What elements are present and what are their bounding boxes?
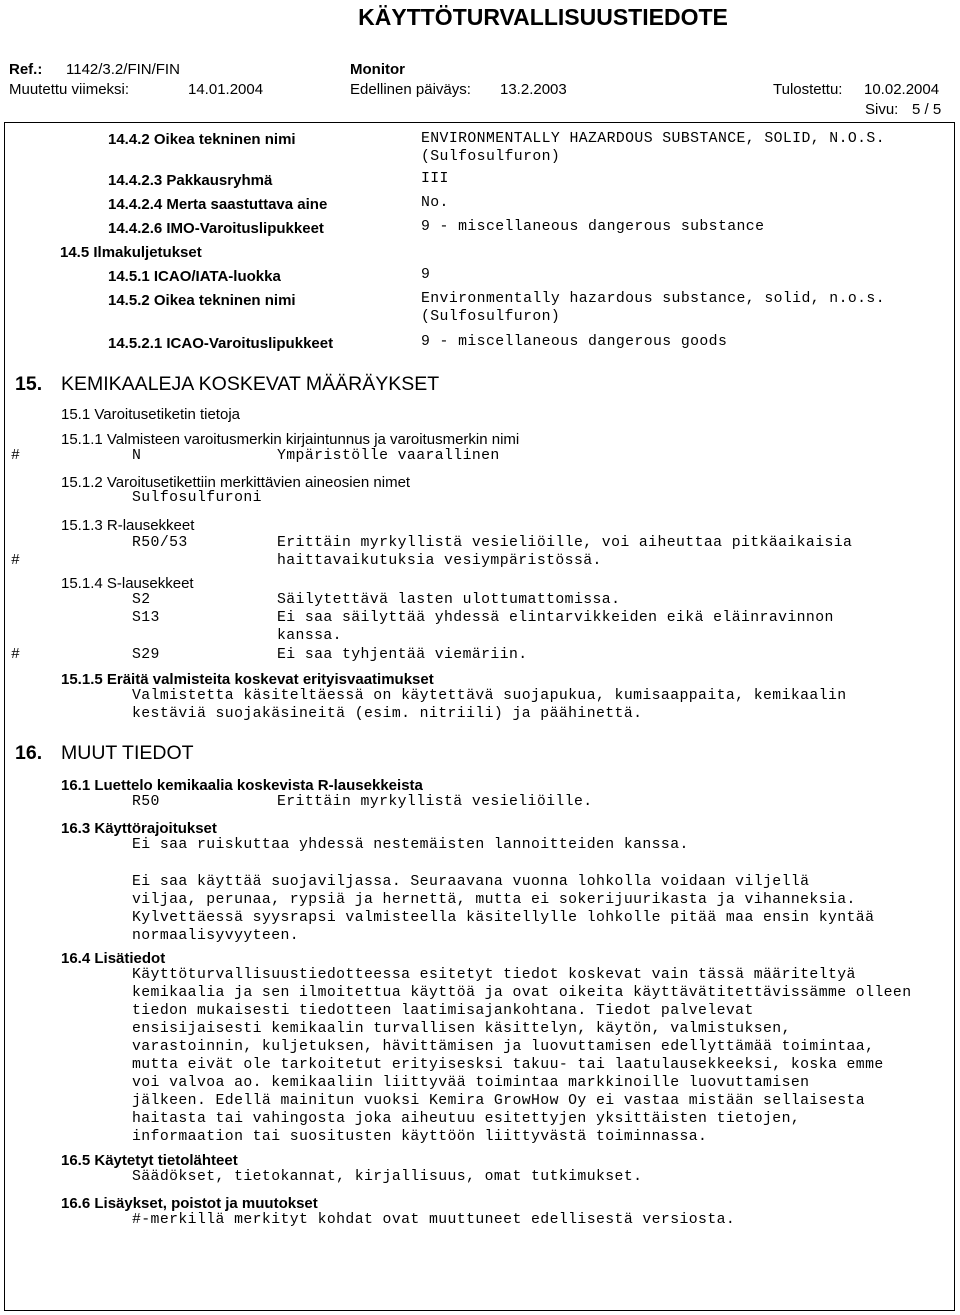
transport-r4-label: 14.4.2.6 IMO-Varoituslipukkeet: [108, 220, 324, 237]
page-label: Sivu:: [865, 101, 899, 118]
printed-value: 10.02.2004: [864, 81, 940, 98]
s15-1-2-heading: 15.1.2 Varoitusetikettiin merkittävien aineosien nimet: [61, 474, 411, 491]
change-mark: #: [11, 553, 20, 569]
s16-4-heading: 16.4 Lisätiedot: [61, 950, 166, 967]
change-mark: #: [11, 647, 20, 663]
s16-1-heading: 16.1 Luettelo kemikaalia koskevista R-lausekkeista: [61, 777, 423, 794]
printed-label: Tulostettu:: [773, 81, 843, 98]
modified-label: Muutettu viimeksi:: [9, 81, 130, 98]
s16-6-heading: 16.6 Lisäykset, poistot ja muutokset: [61, 1195, 318, 1212]
limitation-2: Ei saa käyttää suojaviljassa. Seuraavana vuonna lohkolla voidaan viljellä: [132, 874, 810, 890]
modified-value: 14.01.2004: [188, 81, 264, 98]
previous-label: Edellinen päiväys:: [350, 81, 471, 98]
transport-r4-value: 9 - miscellaneous dangerous substance: [421, 219, 765, 235]
transport-r5-value: 9: [421, 267, 431, 283]
r-phrase-text-1: Erittäin myrkyllistä vesieliöille, voi aiheuttaa pitkäaikaisia: [277, 535, 853, 551]
s29-text: Ei saa tyhjentää viemäriin.: [277, 647, 528, 663]
air-transport-heading: 14.5 Ilmakuljetukset: [60, 244, 202, 261]
s13-text-2: kanssa.: [277, 628, 342, 644]
warning-symbol-code: N: [132, 448, 142, 464]
special-requirements-2: kestäviä suojakäsineitä (esim. nitriili) ja päähinettä.: [132, 706, 643, 722]
additional-info-6: mutta eivät ole tarkoitetut erityisesksi takuu- tai laatulausekkeeksi, koska emme: [132, 1057, 884, 1073]
previous-value: 13.2.2003: [500, 81, 567, 98]
s15-1-4-heading: 15.1.4 S-lausekkeet: [61, 575, 194, 592]
s2-code: S2: [132, 592, 151, 608]
transport-r2-value: III: [421, 171, 449, 187]
s15-1-heading: 15.1 Varoitusetiketin tietoja: [61, 406, 240, 423]
section-16-title: MUUT TIEDOT: [61, 742, 194, 764]
transport-r7-value: 9 - miscellaneous dangerous goods: [421, 334, 728, 350]
additional-info-9: haitasta tai vahingosta joka aiheutuu esitettyjen yksittäisten tietojen,: [132, 1111, 801, 1127]
s13-text-1: Ei saa säilyttää yhdessä elintarvikkeiden eikä eläinravinnon: [277, 610, 834, 626]
section-15-title: KEMIKAALEJA KOSKEVAT MÄÄRÄYKSET: [61, 373, 440, 395]
section-15-number: 15.: [15, 373, 43, 395]
s16-5-heading: 16.5 Käytetyt tietolähteet: [61, 1152, 238, 1169]
changes-text: #-merkillä merkityt kohdat ovat muuttuneet edellisestä versiosta.: [132, 1212, 736, 1228]
ref-label: Ref.:: [9, 61, 43, 78]
transport-r5-label: 14.5.1 ICAO/IATA-luokka: [108, 268, 281, 285]
r-phrase-text-2: haittavaikutuksia vesiympäristössä.: [277, 553, 602, 569]
transport-r6-label: 14.5.2 Oikea tekninen nimi: [108, 292, 296, 309]
r-phrase-code: R50/53: [132, 535, 188, 551]
product-name: Monitor: [350, 61, 405, 78]
limitation-5: normaalisyvyyteen.: [132, 928, 300, 944]
transport-r7-label: 14.5.2.1 ICAO-Varoituslipukkeet: [108, 335, 334, 352]
s15-1-3-heading: 15.1.3 R-lausekkeet: [61, 517, 195, 534]
r50-text: Erittäin myrkyllistä vesieliöille.: [277, 794, 593, 810]
r50-code: R50: [132, 794, 160, 810]
additional-info-2: kemikaalia ja sen ilmoitettua käyttöä ja ovat oikeita käyttävätitettävissämme olleen: [132, 985, 912, 1001]
transport-r2-label: 14.4.2.3 Pakkausryhmä: [108, 172, 273, 189]
transport-r1-value: ENVIRONMENTALLY HAZARDOUS SUBSTANCE, SOLID, N.O.S.: [421, 131, 885, 147]
additional-info-4: ensisijaisesti kemikaalin turvallisen käsittelyn, käytön, valmistuksen,: [132, 1021, 791, 1037]
additional-info-10: informaation tai suositusten käyttöön liittyvästä toiminnassa.: [132, 1129, 708, 1145]
s13-code: S13: [132, 610, 160, 626]
section-16-number: 16.: [15, 742, 43, 764]
s2-text: Säilytettävä lasten ulottumattomissa.: [277, 592, 621, 608]
limitation-3: viljaa, perunaa, rypsiä ja hernettä, mutta ei sokerijuurikasta ja vihanneksia.: [132, 892, 856, 908]
additional-info-1: Käyttöturvallisuustiedotteessa esitetyt tiedot koskevat vain tässä määriteltyä: [132, 967, 856, 983]
sources-text: Säädökset, tietokannat, kirjallisuus, omat tutkimukset.: [132, 1169, 643, 1185]
ref-value: 1142/3.2/FIN/FIN: [66, 61, 180, 78]
page-number: 5 / 5: [912, 101, 942, 118]
transport-r1-label: 14.4.2 Oikea tekninen nimi: [108, 131, 296, 148]
s16-3-heading: 16.3 Käyttörajoitukset: [61, 820, 217, 837]
ingredient-name: Sulfosulfuroni: [132, 490, 262, 506]
limitation-4: Kylvettäessä syysrapsi valmisteella käsitellylle lohkolle pitää maa ensin kyntää: [132, 910, 875, 926]
special-requirements-1: Valmistetta käsiteltäessä on käytettävä suojapukua, kumisaappaita, kemikaalin: [132, 688, 847, 704]
s29-code: S29: [132, 647, 160, 663]
transport-r1-value2: (Sulfosulfuron): [421, 149, 561, 165]
additional-info-8: jälkeen. Edellä mainitun vuoksi Kemira GrowHow Oy ei vastaa mistään sellaisesta: [132, 1093, 866, 1109]
document-title: KÄYTTÖTURVALLISUUSTIEDOTE: [358, 4, 728, 30]
transport-r6-value2: (Sulfosulfuron): [421, 309, 561, 325]
additional-info-3: tiedon mukaisesti tiedotteen laatimisajankohtana. Tiedot palvelevat: [132, 1003, 754, 1019]
s15-1-5-heading: 15.1.5 Eräitä valmisteita koskevat erityisvaatimukset: [61, 671, 434, 688]
transport-r6-value: Environmentally hazardous substance, solid, n.o.s.: [421, 291, 885, 307]
additional-info-7: voi valvoa ao. kemikaaliin liittyvää toimintaa markkinoille luovuttamisen: [132, 1075, 810, 1091]
warning-symbol-name: Ympäristölle vaarallinen: [277, 448, 500, 464]
limitation-1: Ei saa ruiskuttaa yhdessä nestemäisten lannoitteiden kanssa.: [132, 837, 689, 853]
transport-r3-label: 14.4.2.4 Merta saastuttava aine: [108, 196, 328, 213]
transport-r3-value: No.: [421, 195, 449, 211]
change-mark: #: [11, 448, 20, 464]
s15-1-1-heading: 15.1.1 Valmisteen varoitusmerkin kirjaintunnus ja varoitusmerkin nimi: [61, 431, 520, 448]
additional-info-5: varastoinnin, kuljetuksen, hävittämisen ja luovuttamisen edellyttämää toimintaa,: [132, 1039, 875, 1055]
